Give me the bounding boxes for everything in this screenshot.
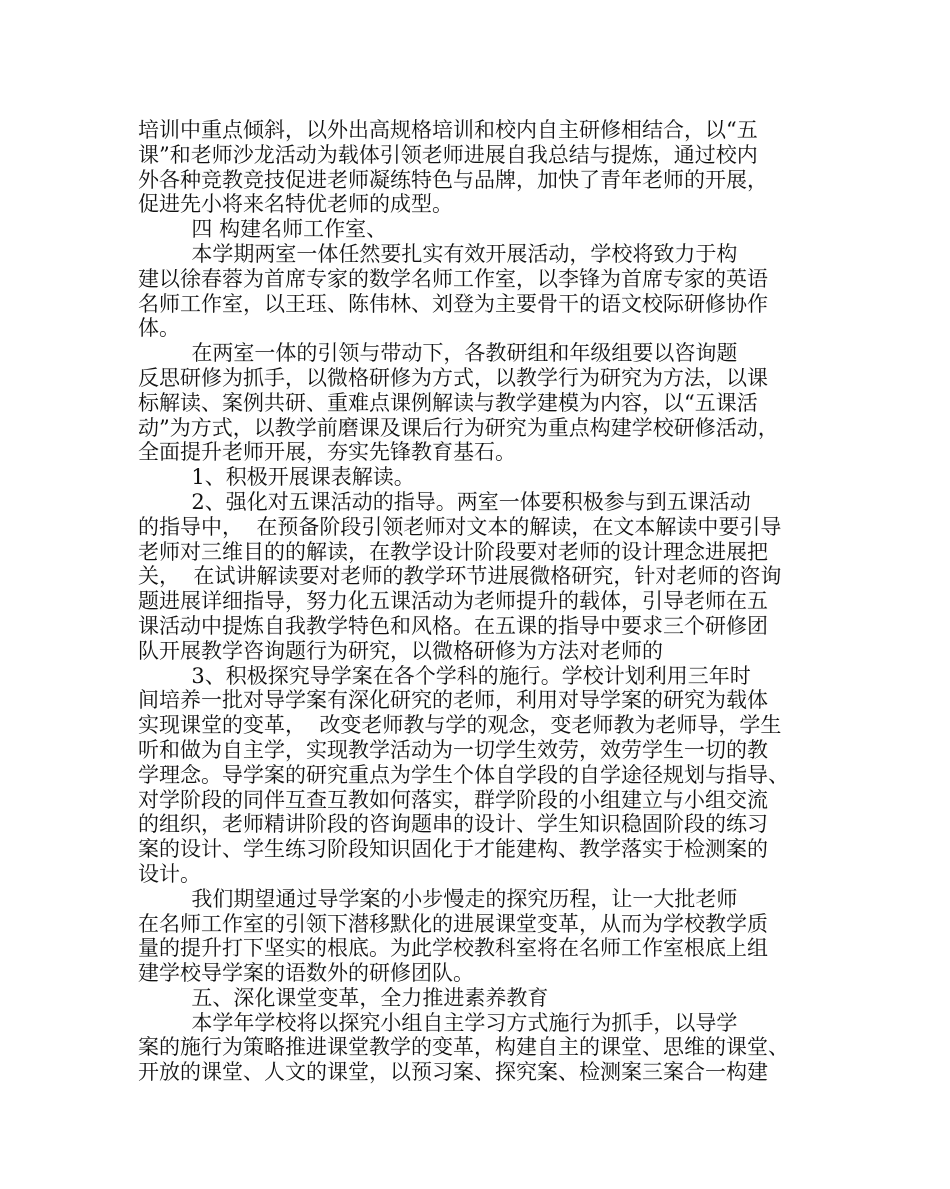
text-line: 标解读、案例共研、重难点课例解读与教学建模为内容，以“五课活 <box>138 390 758 415</box>
text-line: 建以徐春蓉为首席专家的数学名师工作室，以李锋为首席专家的英语 <box>138 266 768 291</box>
text-line: 开放的课堂、人文的课堂，以预习案、探究案、检测案三案合一构建 <box>138 1060 768 1085</box>
text-line: 设计。 <box>138 861 201 886</box>
text-line: 本学年学校将以探究小组自主学习方式施行为抓手，以导学 <box>138 1010 738 1035</box>
section-heading: 五、深化课堂变革，全力推进素养教育 <box>138 985 549 1010</box>
text-line: 的组织，老师精讲阶段的咨询题串的设计、学生知识稳固阶段的练习 <box>138 812 768 837</box>
list-item: 1、积极开展课表解读。 <box>138 465 415 490</box>
text-line: 学理念。导学案的研究重点为学生个体自学段的自学途径规划与指导、 <box>138 762 789 787</box>
document-body <box>138 118 838 1085</box>
list-item: 3、积极探究导学案在各个学科的施行。学校计划利用三年时 <box>138 663 751 688</box>
text-line: 案的施行为策略推进课堂教学的变革，构建自主的课堂、思维的课堂、 <box>138 1035 789 1060</box>
text-line: 课活动中提炼自我教学特色和风格。在五课的指导中要求三个研修团 <box>138 613 768 638</box>
text-line: 我们期望通过导学案的小步慢走的探究历程，让一大批老师 <box>138 886 738 911</box>
text-line: 间培养一批对导学案有深化研究的老师，利用对导学案的研究为载体 <box>138 688 768 713</box>
text-line: 培训中重点倾斜，以外出高规格培训和校内自主研修相结合，以“五 <box>138 118 758 142</box>
text-line: 关， 在试讲解读要对老师的教学环节进展微格研究，针对老师的咨询 <box>138 564 782 589</box>
text-line: 案的设计、学生练习阶段知识固化于才能建构、教学落实于检测案的 <box>138 837 768 862</box>
text-line: 名师工作室，以王珏、陈伟林、刘登为主要骨干的语文校际研修协作 <box>138 291 768 316</box>
text-line: 外各种竞教竞技促进老师凝练特色与品牌，加快了青年老师的开展， <box>138 167 768 192</box>
text-line: 本学期两室一体任然要扎实有效开展活动，学校将致力于构 <box>138 241 738 266</box>
text-line: 实现课堂的变革， 改变老师教与学的观念，变老师教为老师导，学生 <box>138 713 782 738</box>
text-line: 反思研修为抓手，以微格研修为方式，以教学行为研究为方法，以课 <box>138 365 768 390</box>
text-line: 量的提升打下坚实的根底。为此学校教科室将在名师工作室根底上组 <box>138 936 768 961</box>
text-line: 体。 <box>138 316 180 341</box>
text-line: 课”和老师沙龙活动为载体引领老师进展自我总结与提炼，通过校内 <box>138 142 758 167</box>
text-line: 全面提升老师开展，夯实先锋教育基石。 <box>138 440 516 465</box>
text-line: 题进展详细指导，努力化五课活动为老师提升的载体，引导老师在五 <box>138 589 768 614</box>
text-line: 在名师工作室的引领下潜移默化的进展课堂变革，从而为学校教学质 <box>138 911 768 936</box>
text-line: 老师对三维目的的解读，在教学设计阶段要对老师的设计理念进展把 <box>138 539 768 564</box>
text-line: 动”为方式，以教学前磨课及课后行为研究为重点构建学校研修活动， <box>138 415 779 440</box>
text-line: 听和做为自主学，实现教学活动为一切学生效劳，效劳学生一切的教 <box>138 737 768 762</box>
text-line: 促进先小将来名特优老师的成型。 <box>138 192 453 217</box>
text-line: 在两室一体的引领与带动下，各教研组和年级组要以咨询题 <box>138 341 738 366</box>
list-item: 2、强化对五课活动的指导。两室一体要积极参与到五课活动 <box>138 489 751 514</box>
text-line: 建学校导学案的语数外的研修团队。 <box>138 961 474 986</box>
text-line: 对学阶段的同伴互查互教如何落实，群学阶段的小组建立与小组交流 <box>138 787 768 812</box>
text-line: 的指导中， 在预备阶段引领老师对文本的解读，在文本解读中要引导 <box>138 514 782 539</box>
section-heading: 四 构建名师工作室、 <box>138 217 388 242</box>
text-line: 队开展教学咨询题行为研究，以微格研修为方法对老师的 <box>138 638 663 663</box>
